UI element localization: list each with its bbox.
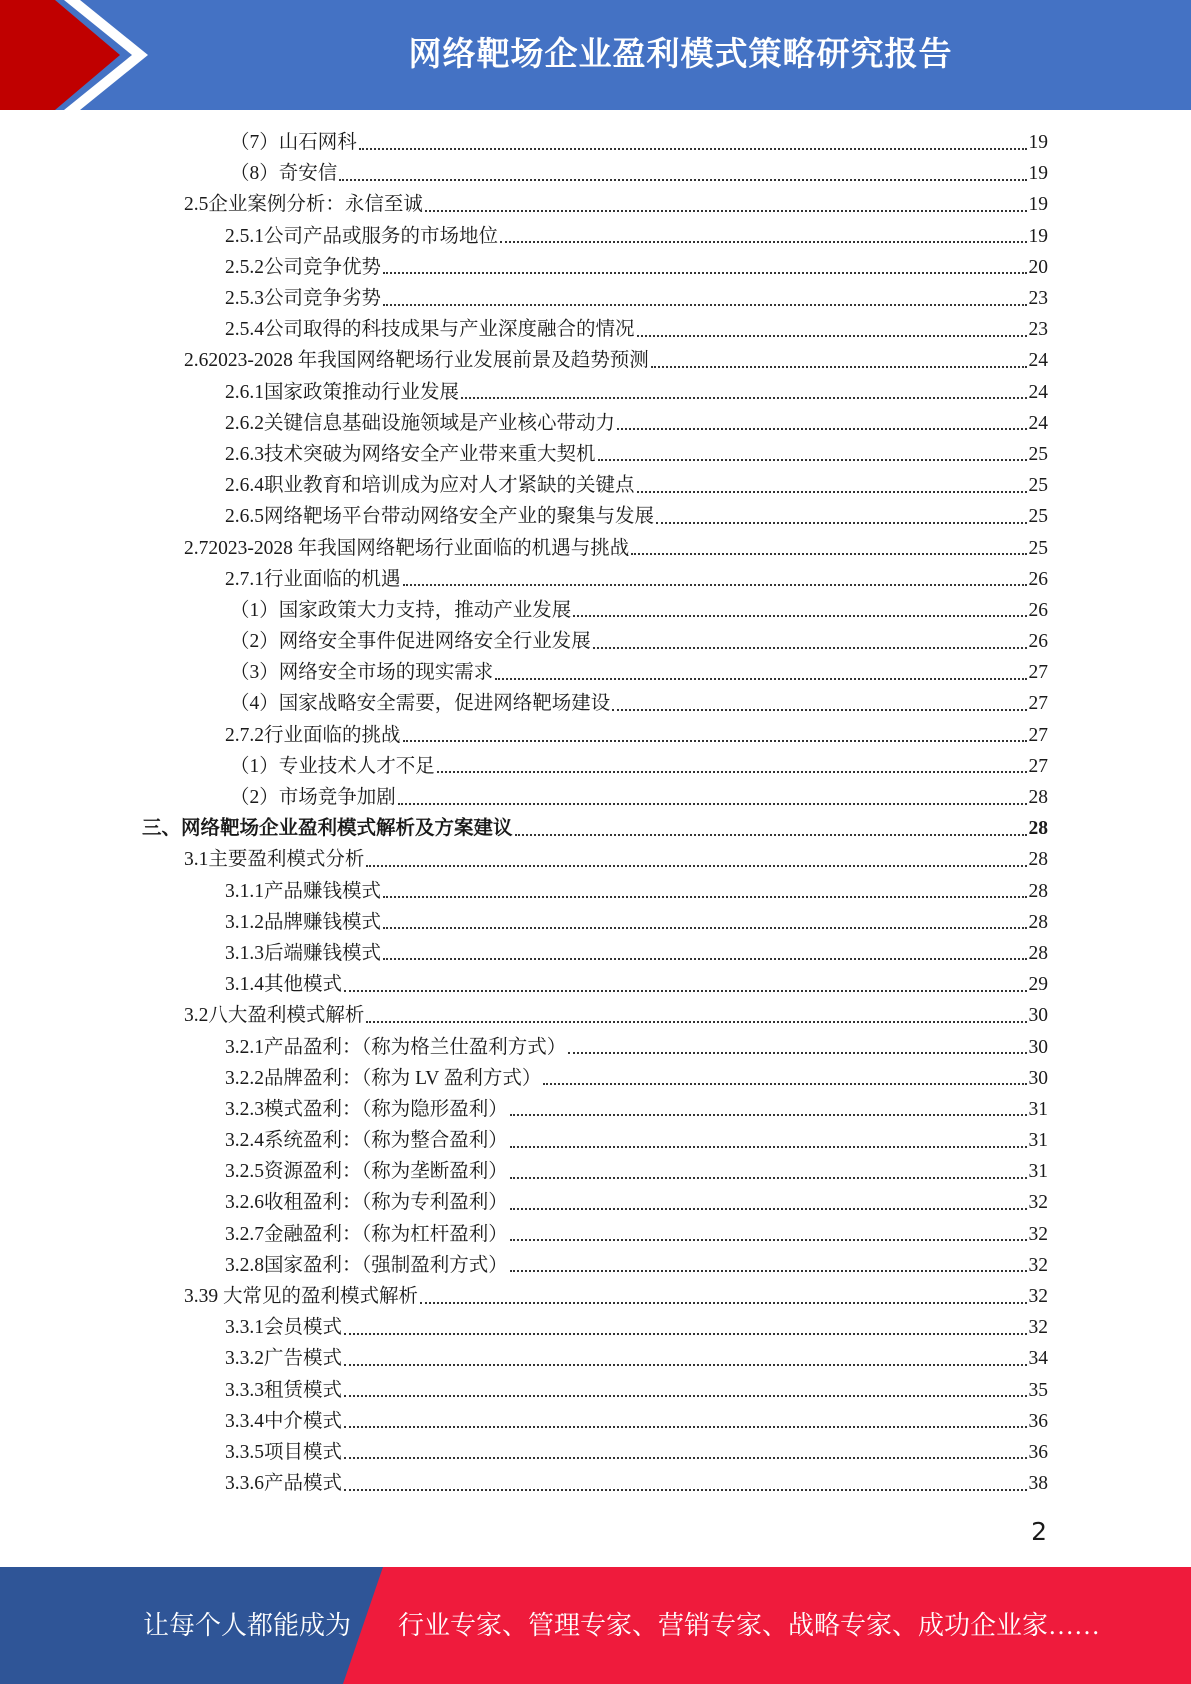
toc-entry-number: （2） bbox=[230, 631, 279, 653]
toc-dot-leader bbox=[403, 740, 1027, 742]
toc-entry-number: 3.3 bbox=[184, 1286, 209, 1308]
toc-entry-title: 奇安信 bbox=[278, 163, 338, 185]
toc-entry-number: 2.5.2 bbox=[225, 256, 264, 278]
toc-dot-leader bbox=[383, 927, 1026, 929]
toc-entry-number: 2.5.4 bbox=[225, 319, 264, 341]
toc-entry-page: 30 bbox=[1028, 1036, 1048, 1058]
toc-entry-page: 32 bbox=[1028, 1223, 1048, 1245]
toc-entry-title: 租赁模式 bbox=[264, 1379, 343, 1401]
toc-entry-page: 19 bbox=[1028, 163, 1048, 185]
toc-entry-page: 36 bbox=[1028, 1441, 1048, 1463]
toc-entry-title: 产品赚钱模式 bbox=[264, 880, 382, 902]
toc-entry-number: 2.6.4 bbox=[225, 475, 264, 497]
toc-dot-leader bbox=[366, 1021, 1026, 1023]
toc-entry-page: 24 bbox=[1028, 350, 1048, 372]
toc-entry-number: （7） bbox=[230, 132, 279, 154]
toc-dot-leader bbox=[568, 1052, 1026, 1054]
toc-entry-title: 技术突破为网络安全产业带来重大契机 bbox=[264, 443, 596, 465]
toc-dot-leader bbox=[420, 1302, 1026, 1304]
toc-entry[interactable] bbox=[0, 1187, 1191, 1218]
toc-entry[interactable] bbox=[0, 1063, 1191, 1094]
toc-entry-page: 30 bbox=[1028, 1005, 1048, 1027]
toc-entry[interactable] bbox=[0, 252, 1191, 283]
toc-entry-page: 32 bbox=[1028, 1317, 1048, 1339]
toc-entry[interactable] bbox=[0, 844, 1191, 875]
toc-entry-number: 2.6.2 bbox=[225, 412, 264, 434]
toc-entry[interactable] bbox=[0, 751, 1191, 782]
toc-entry-number: 3.1 bbox=[184, 849, 209, 871]
toc-dot-leader bbox=[344, 1364, 1026, 1366]
toc-entry-number: （4） bbox=[230, 693, 279, 715]
toc-dot-leader bbox=[344, 1333, 1026, 1335]
toc-entry-number: 3.2.7 bbox=[225, 1223, 264, 1245]
toc-dot-leader bbox=[383, 304, 1026, 306]
toc-entry-title: 9 大常见的盈利模式解析 bbox=[208, 1286, 419, 1308]
toc-dot-leader bbox=[383, 272, 1026, 274]
toc-entry-page: 35 bbox=[1028, 1379, 1048, 1401]
footer-slogan-right: 行业专家、管理专家、营销专家、战略专家、成功企业家…… bbox=[398, 1611, 1101, 1640]
toc-entry-number: 3.2.4 bbox=[225, 1130, 264, 1152]
toc-dot-leader bbox=[495, 678, 1026, 680]
toc-dot-leader bbox=[383, 958, 1026, 960]
toc-entry-title: 公司竞争劣势 bbox=[264, 288, 382, 310]
toc-dot-leader bbox=[383, 896, 1026, 898]
toc-entry-page: 28 bbox=[1028, 942, 1048, 964]
toc-entry-page: 23 bbox=[1028, 319, 1048, 341]
toc-entry-title: 广告模式 bbox=[264, 1348, 343, 1370]
toc-dot-leader bbox=[359, 148, 1027, 150]
toc-entry[interactable] bbox=[0, 657, 1191, 688]
toc-dot-leader bbox=[573, 615, 1026, 617]
toc-entry-number: （2） bbox=[230, 787, 279, 809]
toc-entry-title: 2023-2028 年我国网络靶场行业面临的机遇与挑战 bbox=[208, 537, 630, 559]
toc-dot-leader bbox=[651, 366, 1027, 368]
toc-entry-number: 2.7.1 bbox=[225, 568, 264, 590]
toc-dot-leader bbox=[515, 834, 1027, 836]
toc-entry-page: 30 bbox=[1028, 1067, 1048, 1089]
toc-dot-leader bbox=[543, 1083, 1026, 1085]
toc-entry-title: 公司取得的科技成果与产业深度融合的情况 bbox=[264, 319, 635, 341]
toc-entry[interactable] bbox=[0, 377, 1191, 408]
toc-entry[interactable] bbox=[0, 1094, 1191, 1125]
table-of-contents bbox=[0, 127, 1191, 1499]
toc-entry-page: 32 bbox=[1028, 1286, 1048, 1308]
toc-entry-page: 29 bbox=[1028, 974, 1048, 996]
toc-entry[interactable] bbox=[0, 782, 1191, 813]
toc-entry-title: 网络安全市场的现实需求 bbox=[278, 662, 494, 684]
toc-dot-leader bbox=[656, 522, 1026, 524]
toc-dot-leader bbox=[500, 241, 1026, 243]
toc-entry-number: 2.7.2 bbox=[225, 724, 264, 746]
toc-dot-leader bbox=[339, 179, 1026, 181]
toc-dot-leader bbox=[344, 1395, 1026, 1397]
toc-entry-page: 25 bbox=[1028, 506, 1048, 528]
toc-entry-number: （8） bbox=[230, 163, 279, 185]
toc-entry-title: 职业教育和培训成为应对人才紧缺的关键点 bbox=[264, 475, 635, 497]
toc-entry-page: 20 bbox=[1028, 256, 1048, 278]
toc-entry-number: 2.7 bbox=[184, 537, 209, 559]
toc-entry-number: 3.3.6 bbox=[225, 1473, 264, 1495]
toc-dot-leader bbox=[593, 647, 1027, 649]
toc-entry-page: 26 bbox=[1028, 631, 1048, 653]
toc-entry[interactable] bbox=[0, 595, 1191, 626]
toc-entry[interactable] bbox=[0, 470, 1191, 501]
toc-entry-page: 27 bbox=[1028, 662, 1048, 684]
toc-entry-number: 2.6.5 bbox=[225, 506, 264, 528]
toc-dot-leader bbox=[437, 771, 1027, 773]
toc-entry[interactable] bbox=[0, 813, 1191, 844]
toc-entry[interactable] bbox=[0, 439, 1191, 470]
toc-entry-title: 国家政策大力支持，推动产业发展 bbox=[278, 599, 572, 621]
toc-entry-title: 市场竞争加剧 bbox=[278, 787, 396, 809]
toc-entry-number: 2.5.3 bbox=[225, 288, 264, 310]
toc-entry-number: 3.2.6 bbox=[225, 1192, 264, 1214]
toc-entry[interactable] bbox=[0, 564, 1191, 595]
toc-entry-number: 3.1.3 bbox=[225, 942, 264, 964]
toc-entry-title: 行业面临的挑战 bbox=[264, 724, 401, 746]
toc-entry-title: 项目模式 bbox=[264, 1441, 343, 1463]
toc-entry-number: 3.2.5 bbox=[225, 1161, 264, 1183]
toc-dot-leader bbox=[403, 584, 1027, 586]
toc-entry-title: 国家政策推动行业发展 bbox=[264, 381, 460, 403]
toc-entry-number: 3.3.1 bbox=[225, 1317, 264, 1339]
toc-entry-page: 38 bbox=[1028, 1473, 1048, 1495]
toc-entry-title: 资源盈利：（称为垄断盈利） bbox=[264, 1161, 508, 1183]
toc-entry-title: 山石网科 bbox=[278, 132, 357, 154]
toc-entry-title: 网络靶场企业盈利模式解析及方案建议 bbox=[181, 818, 513, 840]
toc-entry[interactable] bbox=[0, 1437, 1191, 1468]
toc-entry-page: 32 bbox=[1028, 1254, 1048, 1276]
toc-entry-title: 公司竞争优势 bbox=[264, 256, 382, 278]
toc-entry-page: 28 bbox=[1028, 849, 1048, 871]
toc-entry[interactable] bbox=[0, 283, 1191, 314]
toc-entry-number: 3.2.2 bbox=[225, 1067, 264, 1089]
toc-dot-leader bbox=[510, 1146, 1027, 1148]
toc-entry-title: 国家盈利：（强制盈利方式） bbox=[264, 1254, 508, 1276]
toc-entry-number: 3.2.3 bbox=[225, 1098, 264, 1120]
toc-entry[interactable] bbox=[0, 1281, 1191, 1312]
toc-entry-page: 28 bbox=[1028, 818, 1048, 840]
toc-entry[interactable] bbox=[0, 688, 1191, 719]
toc-dot-leader bbox=[510, 1114, 1027, 1116]
toc-entry-title: 产品盈利：（称为格兰仕盈利方式） bbox=[264, 1036, 567, 1058]
toc-entry[interactable] bbox=[0, 1312, 1191, 1343]
toc-entry-number: 3.2.8 bbox=[225, 1254, 264, 1276]
toc-entry-title: 八大盈利模式解析 bbox=[208, 1005, 365, 1027]
toc-entry[interactable] bbox=[0, 907, 1191, 938]
toc-dot-leader bbox=[510, 1208, 1027, 1210]
toc-entry-number: （1） bbox=[230, 599, 279, 621]
toc-entry[interactable] bbox=[0, 501, 1191, 532]
toc-entry-title: 网络靶场平台带动网络安全产业的聚集与发展 bbox=[264, 506, 655, 528]
toc-dot-leader bbox=[510, 1270, 1027, 1272]
toc-entry-number: 3.3.3 bbox=[225, 1379, 264, 1401]
toc-entry[interactable] bbox=[0, 189, 1191, 220]
toc-entry-title: 系统盈利：（称为整合盈利） bbox=[264, 1130, 508, 1152]
toc-entry-number: （3） bbox=[230, 662, 279, 684]
toc-entry-page: 28 bbox=[1028, 880, 1048, 902]
toc-entry[interactable] bbox=[0, 158, 1191, 189]
toc-entry[interactable] bbox=[0, 127, 1191, 158]
toc-entry-page: 27 bbox=[1028, 724, 1048, 746]
toc-entry-page: 28 bbox=[1028, 911, 1048, 933]
toc-dot-leader bbox=[637, 491, 1027, 493]
toc-entry[interactable] bbox=[0, 626, 1191, 657]
toc-entry-page: 23 bbox=[1028, 288, 1048, 310]
page-header bbox=[0, 0, 1191, 110]
footer-slogan-left: 让每个人都能成为 bbox=[143, 1611, 352, 1640]
toc-entry-page: 36 bbox=[1028, 1410, 1048, 1432]
toc-entry-page: 31 bbox=[1028, 1130, 1048, 1152]
document-title: 网络靶场企业盈利模式策略研究报告 bbox=[408, 34, 953, 73]
toc-entry-title: 关键信息基础设施领域是产业核心带动力 bbox=[264, 412, 616, 434]
toc-entry-page: 19 bbox=[1028, 225, 1048, 247]
toc-entry-page: 34 bbox=[1028, 1348, 1048, 1370]
toc-entry[interactable] bbox=[0, 1156, 1191, 1187]
toc-entry-title: 模式盈利：（称为隐形盈利） bbox=[264, 1098, 508, 1120]
toc-entry-title: 主要盈利模式分析 bbox=[208, 849, 365, 871]
toc-entry-number: 2.6 bbox=[184, 350, 209, 372]
toc-entry-number: 3.1.1 bbox=[225, 880, 264, 902]
toc-entry-title: 公司产品或服务的市场地位 bbox=[264, 225, 499, 247]
toc-entry-title: 网络安全事件促进网络安全行业发展 bbox=[278, 631, 591, 653]
toc-entry[interactable] bbox=[0, 532, 1191, 563]
toc-entry[interactable] bbox=[0, 1375, 1191, 1406]
toc-entry-page: 31 bbox=[1028, 1161, 1048, 1183]
toc-entry-page: 25 bbox=[1028, 537, 1048, 559]
toc-entry-page: 32 bbox=[1028, 1192, 1048, 1214]
toc-entry-title: 中介模式 bbox=[264, 1410, 343, 1432]
toc-entry-title: 品牌盈利：（称为 LV 盈利方式） bbox=[264, 1067, 542, 1089]
toc-entry-number: 3.3.4 bbox=[225, 1410, 264, 1432]
toc-dot-leader bbox=[344, 1489, 1026, 1491]
toc-dot-leader bbox=[344, 1457, 1026, 1459]
toc-entry-page: 26 bbox=[1028, 568, 1048, 590]
toc-entry-title: 国家战略安全需要，促进网络靶场建设 bbox=[278, 693, 611, 715]
toc-dot-leader bbox=[425, 210, 1027, 212]
toc-entry-number: 三、 bbox=[142, 818, 182, 840]
toc-entry-page: 26 bbox=[1028, 599, 1048, 621]
toc-dot-leader bbox=[510, 1177, 1027, 1179]
toc-entry-page: 31 bbox=[1028, 1098, 1048, 1120]
toc-entry-title: 品牌赚钱模式 bbox=[264, 911, 382, 933]
toc-entry[interactable] bbox=[0, 1343, 1191, 1374]
toc-entry-title: 2023-2028 年我国网络靶场行业发展前景及趋势预测 bbox=[208, 350, 649, 372]
toc-entry-page: 28 bbox=[1028, 787, 1048, 809]
toc-entry[interactable] bbox=[0, 720, 1191, 751]
toc-dot-leader bbox=[631, 553, 1026, 555]
toc-entry[interactable] bbox=[0, 1125, 1191, 1156]
toc-entry-title: 行业面临的机遇 bbox=[264, 568, 401, 590]
toc-dot-leader bbox=[398, 803, 1027, 805]
toc-entry-page: 27 bbox=[1028, 755, 1048, 777]
toc-entry[interactable] bbox=[0, 938, 1191, 969]
toc-entry-number: 2.6.3 bbox=[225, 443, 264, 465]
toc-entry-title: 产品模式 bbox=[264, 1473, 343, 1495]
toc-dot-leader bbox=[617, 428, 1026, 430]
toc-entry-number: 2.5.1 bbox=[225, 225, 264, 247]
toc-entry[interactable] bbox=[0, 969, 1191, 1000]
toc-entry-page: 19 bbox=[1028, 132, 1048, 154]
toc-entry[interactable] bbox=[0, 408, 1191, 439]
toc-entry-page: 24 bbox=[1028, 412, 1048, 434]
toc-dot-leader bbox=[598, 459, 1027, 461]
toc-entry[interactable] bbox=[0, 1406, 1191, 1437]
toc-entry[interactable] bbox=[0, 1031, 1191, 1062]
toc-entry-title: 专业技术人才不足 bbox=[278, 755, 435, 777]
toc-dot-leader bbox=[637, 335, 1027, 337]
toc-entry-page: 24 bbox=[1028, 381, 1048, 403]
toc-entry[interactable] bbox=[0, 1250, 1191, 1281]
toc-entry[interactable] bbox=[0, 345, 1191, 376]
toc-dot-leader bbox=[344, 990, 1026, 992]
toc-entry[interactable] bbox=[0, 221, 1191, 252]
page-footer bbox=[0, 1567, 1191, 1684]
toc-entry-title: 后端赚钱模式 bbox=[264, 942, 382, 964]
toc-entry-title: 企业案例分析：永信至诚 bbox=[208, 194, 423, 216]
page-number: 2 bbox=[1031, 1517, 1047, 1546]
toc-entry-title: 金融盈利：（称为杠杆盈利） bbox=[264, 1223, 508, 1245]
toc-entry-number: （1） bbox=[230, 755, 279, 777]
toc-entry[interactable] bbox=[0, 1219, 1191, 1250]
toc-entry-title: 收租盈利：（称为专利盈利） bbox=[264, 1192, 508, 1214]
toc-entry-title: 其他模式 bbox=[264, 974, 343, 996]
toc-entry-number: 3.1.2 bbox=[225, 911, 264, 933]
toc-entry-number: 3.3.2 bbox=[225, 1348, 264, 1370]
toc-dot-leader bbox=[461, 397, 1026, 399]
toc-dot-leader bbox=[344, 1426, 1026, 1428]
toc-entry-page: 27 bbox=[1028, 693, 1048, 715]
toc-entry-number: 3.2 bbox=[184, 1005, 209, 1027]
toc-dot-leader bbox=[366, 865, 1026, 867]
toc-entry-number: 3.3.5 bbox=[225, 1441, 264, 1463]
toc-entry-number: 2.6.1 bbox=[225, 381, 264, 403]
toc-entry-number: 3.1.4 bbox=[225, 974, 264, 996]
toc-entry-page: 25 bbox=[1028, 475, 1048, 497]
toc-entry[interactable] bbox=[0, 1468, 1191, 1499]
toc-entry[interactable] bbox=[0, 314, 1191, 345]
toc-entry-number: 3.2.1 bbox=[225, 1036, 264, 1058]
toc-entry[interactable] bbox=[0, 1000, 1191, 1031]
toc-entry-title: 会员模式 bbox=[264, 1317, 343, 1339]
toc-dot-leader bbox=[612, 709, 1026, 711]
toc-dot-leader bbox=[510, 1239, 1027, 1241]
toc-entry-page: 19 bbox=[1028, 194, 1048, 216]
toc-entry-number: 2.5 bbox=[184, 194, 209, 216]
toc-entry-page: 25 bbox=[1028, 443, 1048, 465]
toc-entry[interactable] bbox=[0, 876, 1191, 907]
